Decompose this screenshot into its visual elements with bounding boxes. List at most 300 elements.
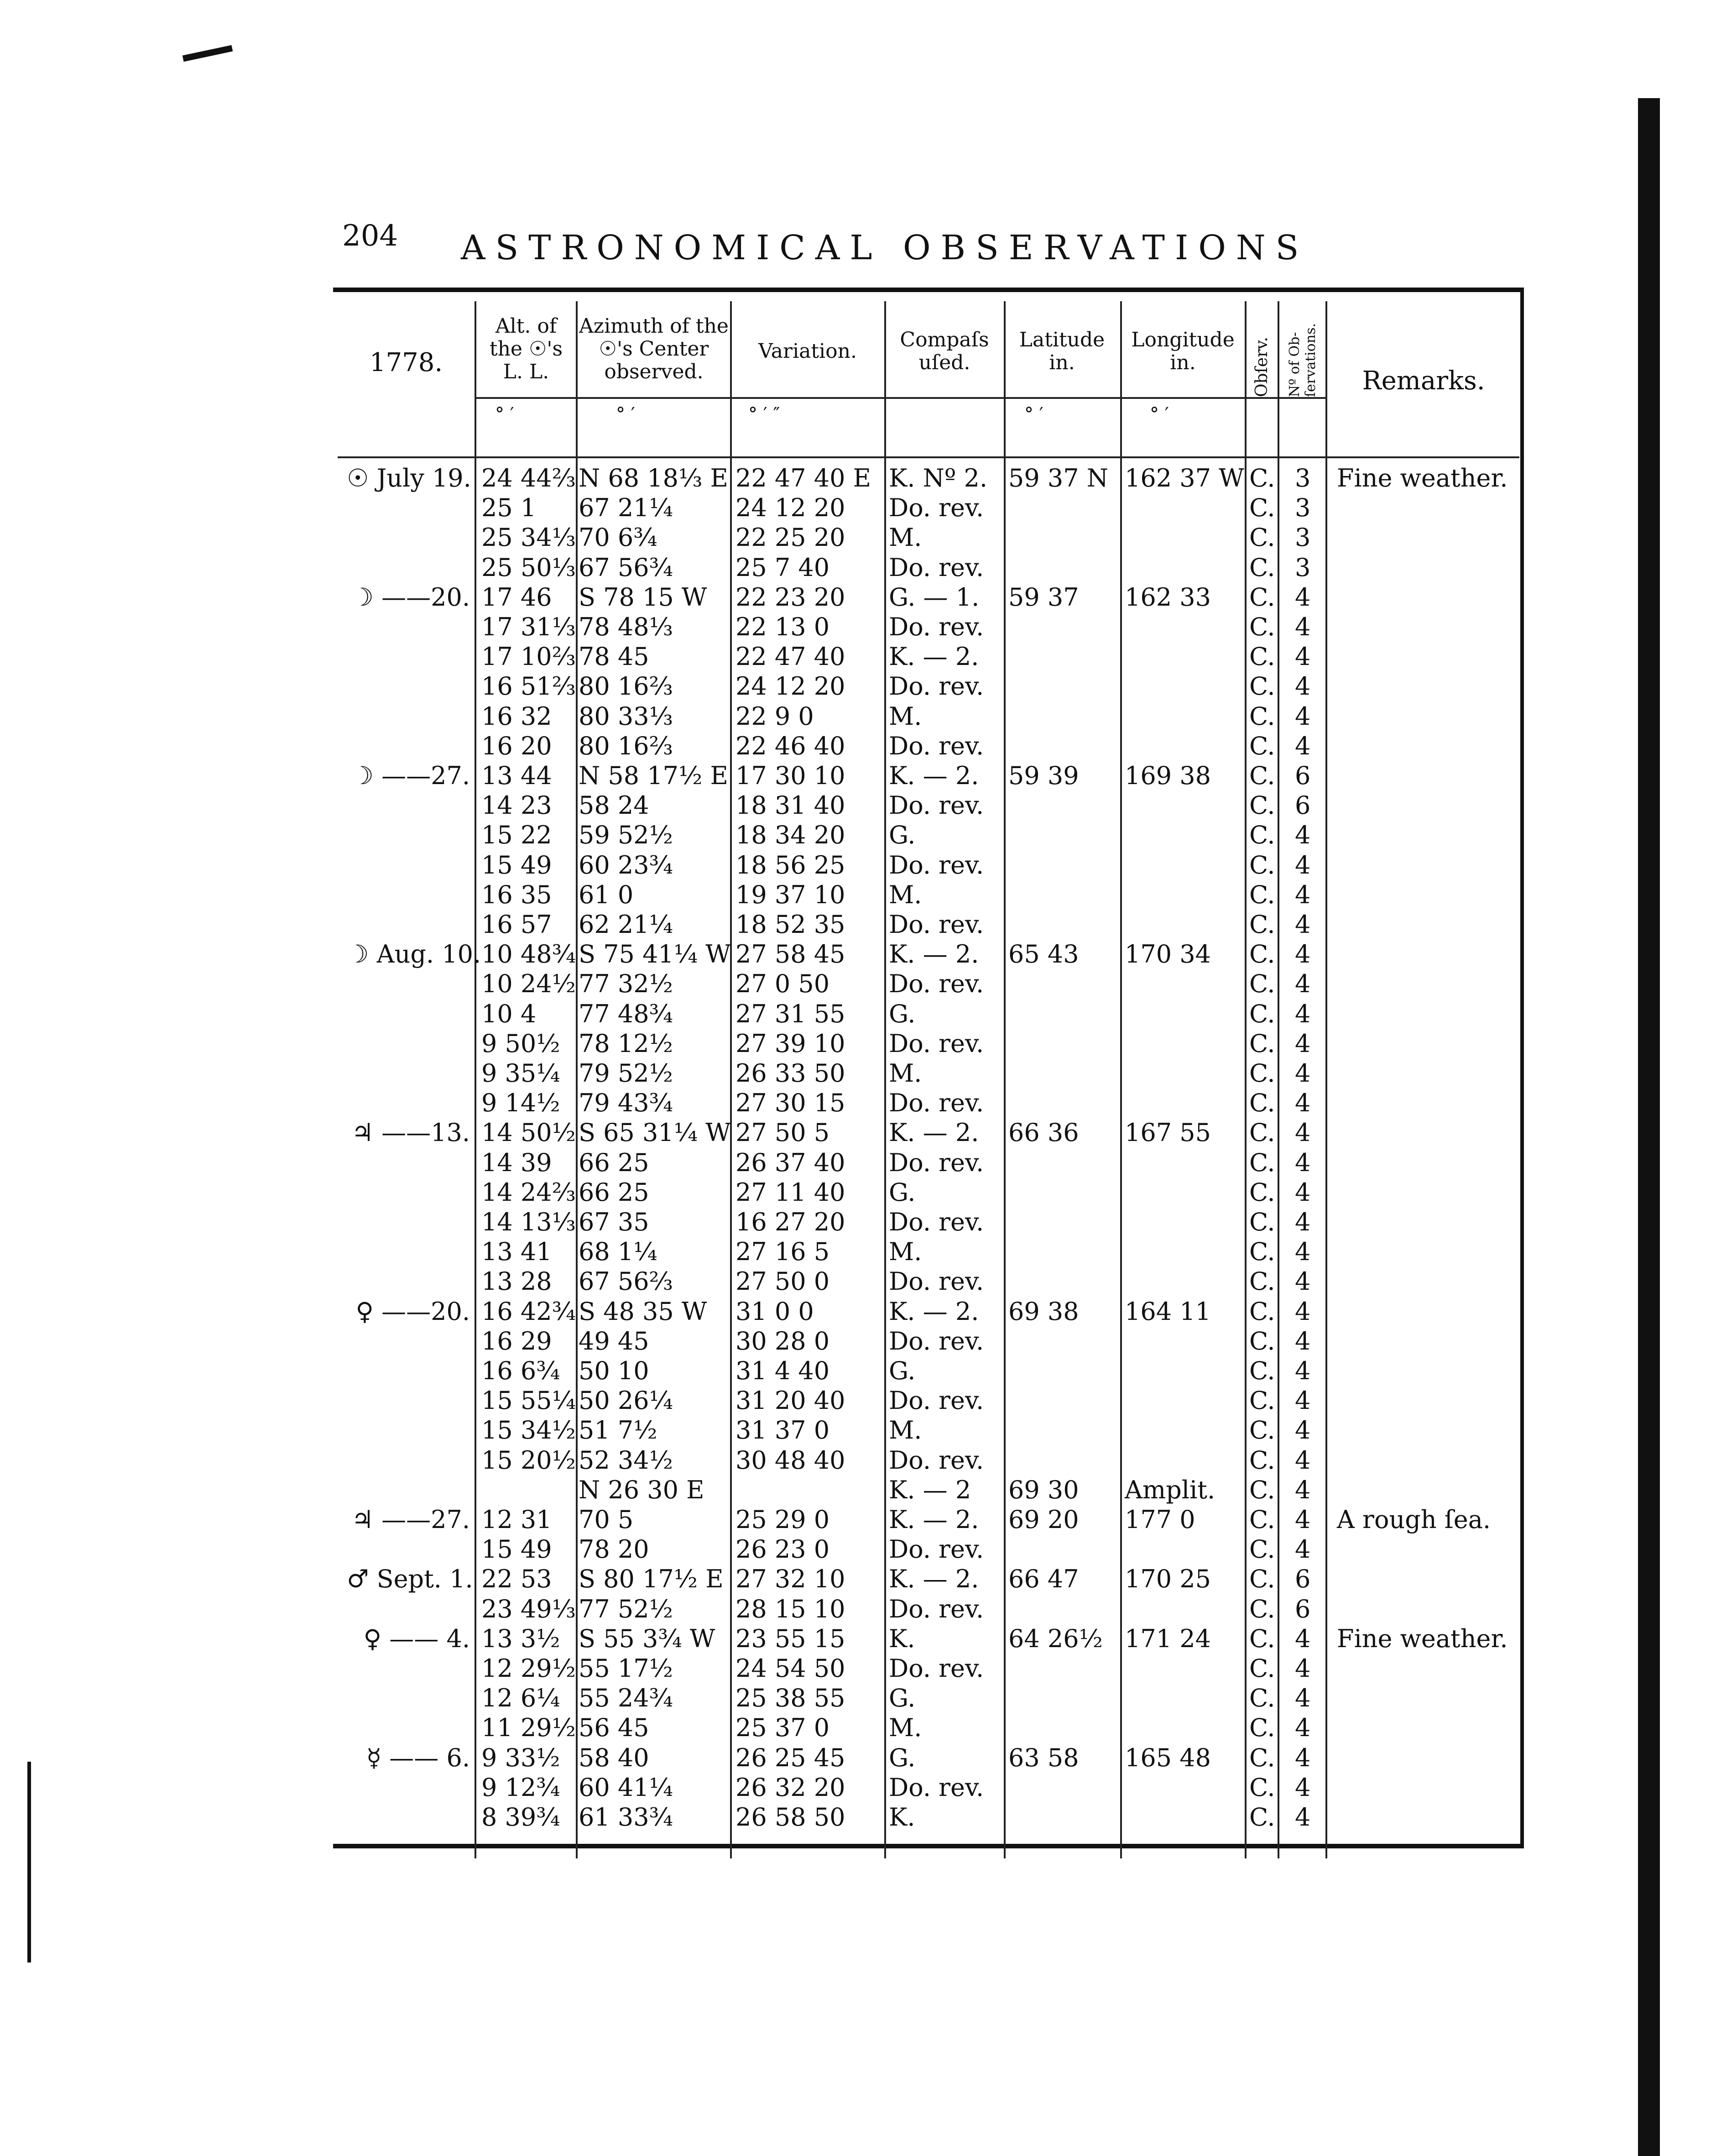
azimuth-cell: 78 45: [579, 642, 649, 671]
num-obs-cell: 4: [1295, 642, 1311, 671]
azimuth-cell: N 26 30 E: [579, 1475, 704, 1504]
longitude-cell: 169 38: [1125, 761, 1211, 790]
header-rule: [475, 397, 1325, 399]
observer-cell: C.: [1249, 910, 1275, 939]
variation-cell: 31 20 40: [736, 1386, 845, 1415]
observer-cell: C.: [1249, 1029, 1275, 1058]
variation-cell: 24 12 20: [736, 672, 845, 701]
table-row: [0, 582, 1711, 612]
azimuth-cell: 67 56⅔: [579, 1267, 673, 1296]
compass-cell: Do. rev.: [889, 493, 984, 523]
compass-cell: M.: [889, 1713, 922, 1743]
num-obs-cell: 3: [1295, 523, 1311, 552]
table-row: [0, 1683, 1711, 1713]
longitude-cell: 177 0: [1125, 1505, 1195, 1534]
observer-cell: C.: [1249, 1565, 1275, 1594]
table-row: [0, 1356, 1711, 1386]
table-row: [0, 1266, 1711, 1296]
compass-cell: K.: [889, 1803, 915, 1832]
variation-cell: 25 37 0: [736, 1713, 830, 1743]
header-latitude: Latitude in.: [1019, 328, 1105, 374]
observer-cell: C.: [1249, 999, 1275, 1028]
num-obs-cell: 4: [1295, 1445, 1311, 1475]
variation-cell: 17 30 10: [736, 761, 845, 790]
azimuth-cell: 67 35: [579, 1208, 649, 1236]
altitude-cell: 14 24⅔: [481, 1177, 576, 1207]
altitude-cell: 15 49: [481, 850, 552, 879]
altitude-cell: 12 31: [481, 1505, 552, 1534]
observer-cell: C.: [1249, 1177, 1275, 1207]
page-number: 204: [342, 219, 398, 253]
table-row: [0, 1326, 1711, 1356]
variation-cell: 24 12 20: [736, 493, 845, 523]
date-cell: ♃ ——13.: [351, 1118, 470, 1147]
azimuth-cell: N 58 17½ E: [579, 761, 728, 790]
azimuth-cell: S 80 17½ E: [579, 1565, 724, 1594]
num-obs-cell: 4: [1295, 1684, 1311, 1713]
num-obs-cell: 4: [1295, 850, 1311, 879]
compass-cell: K. — 2.: [889, 761, 979, 790]
variation-cell: 25 29 0: [736, 1505, 830, 1534]
num-obs-cell: 4: [1295, 821, 1311, 850]
variation-cell: 27 31 55: [736, 999, 845, 1028]
table-row: [0, 1773, 1711, 1802]
variation-cell: 22 9 0: [736, 701, 814, 731]
table-row: [0, 612, 1711, 642]
variation-cell: 19 37 10: [736, 880, 845, 909]
altitude-cell: 10 48¾: [481, 940, 576, 969]
azimuth-cell: 77 52½: [579, 1594, 673, 1623]
num-obs-cell: 4: [1295, 1326, 1311, 1355]
num-obs-cell: 3: [1295, 464, 1311, 492]
header-observer: Obſerv.: [1252, 337, 1271, 397]
longitude-cell: 162 33: [1125, 582, 1211, 612]
remarks-cell: Fine weather.: [1337, 1624, 1508, 1653]
azimuth-cell: 58 24: [579, 791, 649, 820]
longitude-cell: 165 48: [1125, 1743, 1211, 1772]
table-row: [0, 1505, 1711, 1534]
table-row: [0, 731, 1711, 761]
table-row: [0, 1564, 1711, 1594]
variation-cell: 26 33 50: [736, 1059, 845, 1088]
altitude-cell: 14 50½: [481, 1118, 576, 1147]
header-rule: [338, 456, 1519, 458]
compass-cell: Do. rev.: [889, 910, 984, 939]
azimuth-cell: 60 41¼: [579, 1773, 673, 1802]
longitude-cell: 162 37 W: [1125, 464, 1244, 492]
num-obs-cell: 4: [1295, 1297, 1311, 1326]
compass-cell: K. — 2.: [889, 1505, 979, 1534]
compass-cell: M.: [889, 701, 922, 731]
table-row: [0, 1624, 1711, 1654]
observer-cell: C.: [1249, 821, 1275, 850]
table-row: [0, 1802, 1711, 1832]
num-obs-cell: 4: [1295, 1208, 1311, 1236]
variation-cell: 27 50 0: [736, 1267, 830, 1296]
altitude-cell: 9 33½: [481, 1743, 560, 1772]
altitude-cell: 15 49: [481, 1535, 552, 1564]
header-alt: Alt. of the ☉'s L. L.: [489, 314, 563, 383]
altitude-cell: 13 3½: [481, 1624, 560, 1653]
variation-cell: 31 0 0: [736, 1297, 814, 1326]
azimuth-cell: 80 33⅓: [579, 701, 673, 731]
compass-cell: Do. rev.: [889, 1088, 984, 1118]
table-row: [0, 463, 1711, 493]
table-row: [0, 1207, 1711, 1237]
num-obs-cell: 4: [1295, 1803, 1311, 1832]
date-cell: ☉ July 19.: [347, 464, 471, 492]
observer-cell: C.: [1249, 1148, 1275, 1177]
compass-cell: G.: [889, 1684, 916, 1713]
longitude-cell: 171 24: [1125, 1624, 1211, 1653]
num-obs-cell: 4: [1295, 1654, 1311, 1683]
azimuth-cell: 79 52½: [579, 1059, 673, 1088]
compass-cell: G.: [889, 999, 916, 1028]
azimuth-cell: 78 48⅓: [579, 612, 673, 641]
num-obs-cell: 4: [1295, 1416, 1311, 1445]
num-obs-cell: 4: [1295, 731, 1311, 760]
variation-cell: 30 48 40: [736, 1445, 845, 1475]
num-obs-cell: 4: [1295, 1773, 1311, 1802]
observer-cell: C.: [1249, 880, 1275, 909]
variation-cell: 25 38 55: [736, 1684, 845, 1713]
variation-cell: 27 30 15: [736, 1088, 845, 1118]
date-cell: ☿ —— 6.: [366, 1743, 470, 1772]
compass-cell: Do. rev.: [889, 1445, 984, 1475]
compass-cell: K. — 2.: [889, 1297, 979, 1326]
altitude-cell: 17 10⅔: [481, 642, 576, 671]
variation-cell: 18 34 20: [736, 821, 845, 850]
longitude-cell: 170 25: [1125, 1565, 1211, 1594]
variation-cell: 22 23 20: [736, 582, 845, 612]
observer-cell: C.: [1249, 1475, 1275, 1504]
unit-variation: ° ′ ″: [748, 404, 780, 425]
altitude-cell: 8 39¾: [481, 1803, 560, 1832]
latitude-cell: 59 39: [1008, 761, 1079, 790]
altitude-cell: 16 51⅔: [481, 672, 576, 701]
observer-cell: C.: [1249, 1088, 1275, 1118]
compass-cell: Do. rev.: [889, 731, 984, 760]
compass-cell: Do. rev.: [889, 1267, 984, 1296]
table-row: [0, 939, 1711, 969]
observer-cell: C.: [1249, 761, 1275, 790]
date-cell: ☽ Aug. 10.: [347, 940, 481, 969]
observer-cell: C.: [1249, 969, 1275, 999]
table-row: [0, 761, 1711, 790]
compass-cell: Do. rev.: [889, 969, 984, 999]
num-obs-cell: 4: [1295, 701, 1311, 731]
variation-cell: 27 11 40: [736, 1177, 845, 1207]
observer-cell: C.: [1249, 850, 1275, 879]
table-row: [0, 790, 1711, 820]
altitude-cell: 10 24½: [481, 969, 576, 999]
compass-cell: Do. rev.: [889, 612, 984, 641]
observer-cell: C.: [1249, 582, 1275, 612]
azimuth-cell: 50 26¼: [579, 1386, 673, 1415]
azimuth-cell: S 78 15 W: [579, 582, 707, 612]
date-cell: ☽ ——27.: [351, 761, 470, 790]
date-cell: ♂ Sept. 1.: [347, 1565, 473, 1594]
compass-cell: Do. rev.: [889, 1654, 984, 1683]
compass-cell: M.: [889, 1059, 922, 1088]
observer-cell: C.: [1249, 1297, 1275, 1326]
observer-cell: C.: [1249, 731, 1275, 760]
azimuth-cell: 66 25: [579, 1177, 649, 1207]
table-row: [0, 523, 1711, 552]
observer-cell: C.: [1249, 612, 1275, 641]
num-obs-cell: 4: [1295, 1505, 1311, 1534]
observer-cell: C.: [1249, 1624, 1275, 1653]
observer-cell: C.: [1249, 1059, 1275, 1088]
compass-cell: Do. rev.: [889, 1535, 984, 1564]
header-remarks: Remarks.: [1362, 366, 1485, 396]
num-obs-cell: 4: [1295, 1029, 1311, 1058]
table-row: [0, 1534, 1711, 1564]
observer-cell: C.: [1249, 1803, 1275, 1832]
table-row: [0, 1713, 1711, 1743]
table-row: [0, 671, 1711, 701]
observer-cell: C.: [1249, 1267, 1275, 1296]
table-row: [0, 493, 1711, 523]
remarks-cell: A rough ſea.: [1337, 1505, 1491, 1534]
num-obs-cell: 4: [1295, 1118, 1311, 1147]
altitude-cell: 12 29½: [481, 1654, 576, 1683]
unit-longitude: ° ′: [1150, 404, 1169, 425]
altitude-cell: 9 12¾: [481, 1773, 560, 1802]
observer-cell: C.: [1249, 1773, 1275, 1802]
azimuth-cell: 80 16⅔: [579, 672, 673, 701]
compass-cell: Do. rev.: [889, 1594, 984, 1623]
variation-cell: 27 32 10: [736, 1565, 845, 1594]
azimuth-cell: N 68 18⅓ E: [579, 464, 728, 492]
table-row: [0, 1743, 1711, 1773]
compass-cell: G.: [889, 1743, 916, 1772]
num-obs-cell: 6: [1295, 1565, 1311, 1594]
variation-cell: 24 54 50: [736, 1654, 845, 1683]
variation-cell: 26 37 40: [736, 1148, 845, 1177]
altitude-cell: 17 31⅓: [481, 612, 576, 641]
observer-cell: C.: [1249, 493, 1275, 523]
azimuth-cell: 60 23¾: [579, 850, 673, 879]
compass-cell: Do. rev.: [889, 1773, 984, 1802]
num-obs-cell: 4: [1295, 1475, 1311, 1504]
compass-cell: M.: [889, 1237, 922, 1266]
variation-cell: 26 23 0: [736, 1535, 830, 1564]
observer-cell: C.: [1249, 1208, 1275, 1236]
compass-cell: M.: [889, 1416, 922, 1445]
altitude-cell: 24 44⅔: [481, 464, 576, 492]
altitude-cell: 22 53: [481, 1565, 552, 1594]
altitude-cell: 25 1: [481, 493, 537, 523]
num-obs-cell: 4: [1295, 1059, 1311, 1088]
num-obs-cell: 4: [1295, 1237, 1311, 1266]
variation-cell: 26 32 20: [736, 1773, 845, 1802]
compass-cell: K. — 2.: [889, 1118, 979, 1147]
observer-cell: C.: [1249, 672, 1275, 701]
azimuth-cell: 77 48¾: [579, 999, 673, 1028]
altitude-cell: 13 41: [481, 1237, 552, 1266]
header-variation: Variation.: [758, 340, 857, 363]
azimuth-cell: 62 21¼: [579, 910, 673, 939]
compass-cell: K. — 2.: [889, 940, 979, 969]
num-obs-cell: 4: [1295, 940, 1311, 969]
altitude-cell: 16 20: [481, 731, 552, 760]
latitude-cell: 66 36: [1008, 1118, 1079, 1147]
observer-cell: C.: [1249, 791, 1275, 820]
compass-cell: Do. rev.: [889, 672, 984, 701]
altitude-cell: 15 34½: [481, 1416, 576, 1445]
table-row: [0, 1475, 1711, 1505]
num-obs-cell: 4: [1295, 910, 1311, 939]
azimuth-cell: 67 21¼: [579, 493, 673, 523]
compass-cell: Do. rev.: [889, 1148, 984, 1177]
table-row: [0, 1594, 1711, 1624]
observer-cell: C.: [1249, 1356, 1275, 1385]
variation-cell: 27 0 50: [736, 969, 830, 999]
variation-cell: 26 58 50: [736, 1803, 845, 1832]
variation-cell: 18 52 35: [736, 910, 845, 939]
altitude-cell: 15 20½: [481, 1445, 576, 1475]
num-obs-cell: 4: [1295, 1088, 1311, 1118]
altitude-cell: 9 14½: [481, 1088, 560, 1118]
num-obs-cell: 4: [1295, 612, 1311, 641]
variation-cell: 27 58 45: [736, 940, 845, 969]
longitude-cell: 170 34: [1125, 940, 1211, 969]
variation-cell: 22 25 20: [736, 523, 845, 552]
table-row: [0, 642, 1711, 671]
azimuth-cell: 59 52½: [579, 821, 673, 850]
longitude-cell: 164 11: [1125, 1297, 1211, 1326]
altitude-cell: 13 28: [481, 1267, 552, 1296]
latitude-cell: 63 58: [1008, 1743, 1079, 1772]
unit-latitude: ° ′: [1024, 404, 1043, 425]
observer-cell: C.: [1249, 553, 1275, 582]
compass-cell: K. — 2.: [889, 642, 979, 671]
compass-cell: Do. rev.: [889, 1208, 984, 1236]
azimuth-cell: 78 12½: [579, 1029, 673, 1058]
longitude-cell: 167 55: [1125, 1118, 1211, 1147]
azimuth-cell: 51 7½: [579, 1416, 657, 1445]
compass-cell: Do. rev.: [889, 1386, 984, 1415]
num-obs-cell: 4: [1295, 582, 1311, 612]
observer-cell: C.: [1249, 1118, 1275, 1147]
num-obs-cell: 6: [1295, 1594, 1311, 1623]
variation-cell: 22 46 40: [736, 731, 845, 760]
azimuth-cell: 67 56¾: [579, 553, 673, 582]
table-row: [0, 1029, 1711, 1058]
observer-cell: C.: [1249, 1445, 1275, 1475]
num-obs-cell: 4: [1295, 1386, 1311, 1415]
num-obs-cell: 4: [1295, 672, 1311, 701]
latitude-cell: 69 38: [1008, 1297, 1079, 1326]
compass-cell: Do. rev.: [889, 1029, 984, 1058]
latitude-cell: 59 37 N: [1008, 464, 1109, 492]
observer-cell: C.: [1249, 1386, 1275, 1415]
variation-cell: 22 47 40: [736, 642, 845, 671]
azimuth-cell: 56 45: [579, 1713, 649, 1743]
num-obs-cell: 4: [1295, 1356, 1311, 1385]
altitude-cell: 16 57: [481, 910, 552, 939]
header-num-obs: Nº of Ob-ſervations.: [1287, 323, 1319, 397]
azimuth-cell: 61 0: [579, 880, 634, 909]
observer-cell: C.: [1249, 1654, 1275, 1683]
table-row: [0, 1058, 1711, 1088]
num-obs-cell: 4: [1295, 1713, 1311, 1743]
header-year: 1778.: [369, 348, 443, 377]
observer-cell: C.: [1249, 701, 1275, 731]
num-obs-cell: 4: [1295, 1177, 1311, 1207]
altitude-cell: 16 42¾: [481, 1297, 576, 1326]
altitude-cell: 17 46: [481, 582, 552, 612]
azimuth-cell: 78 20: [579, 1535, 649, 1564]
altitude-cell: 23 49⅓: [481, 1594, 576, 1623]
table-row: [0, 880, 1711, 910]
variation-cell: 23 55 15: [736, 1624, 845, 1653]
table-row: [0, 850, 1711, 880]
observer-cell: C.: [1249, 1594, 1275, 1623]
num-obs-cell: 3: [1295, 493, 1311, 523]
azimuth-cell: 77 32½: [579, 969, 673, 999]
altitude-cell: 15 22: [481, 821, 552, 850]
variation-cell: 25 7 40: [736, 553, 830, 582]
compass-cell: G.: [889, 1356, 916, 1385]
observer-cell: C.: [1249, 1326, 1275, 1355]
table-row: [0, 1654, 1711, 1683]
table-row: [0, 969, 1711, 999]
altitude-cell: 16 32: [481, 701, 552, 731]
variation-cell: 18 56 25: [736, 850, 845, 879]
num-obs-cell: 4: [1295, 1267, 1311, 1296]
running-head: ASTRONOMICAL OBSERVATIONS: [461, 228, 1309, 267]
table-row: [0, 910, 1711, 939]
latitude-cell: 65 43: [1008, 940, 1079, 969]
azimuth-cell: 55 24¾: [579, 1684, 673, 1713]
altitude-cell: 10 4: [481, 999, 537, 1028]
remarks-cell: Fine weather.: [1337, 464, 1508, 492]
compass-cell: K. — 2.: [889, 1565, 979, 1594]
num-obs-cell: 6: [1295, 791, 1311, 820]
compass-cell: G.: [889, 821, 916, 850]
compass-cell: K.: [889, 1624, 915, 1653]
altitude-cell: 11 29½: [481, 1713, 576, 1743]
table-row: [0, 1118, 1711, 1147]
variation-cell: 22 13 0: [736, 612, 830, 641]
latitude-cell: 64 26½: [1008, 1624, 1103, 1653]
variation-cell: 31 4 40: [736, 1356, 830, 1385]
azimuth-cell: S 55 3¾ W: [579, 1624, 715, 1653]
date-cell: ♀ —— 4.: [363, 1624, 470, 1653]
num-obs-cell: 4: [1295, 1535, 1311, 1564]
table-row: [0, 1415, 1711, 1445]
azimuth-cell: 79 43¾: [579, 1088, 673, 1118]
compass-cell: G.: [889, 1177, 916, 1207]
latitude-cell: 69 20: [1008, 1505, 1079, 1534]
table-row: [0, 1237, 1711, 1266]
unit-alt: ° ′: [495, 404, 514, 425]
table-row: [0, 1148, 1711, 1177]
altitude-cell: 9 35¼: [481, 1059, 560, 1088]
table-row: [0, 553, 1711, 582]
table-row: [0, 1386, 1711, 1415]
variation-cell: 22 47 40 E: [736, 464, 871, 492]
variation-cell: 28 15 10: [736, 1594, 845, 1623]
observer-cell: C.: [1249, 642, 1275, 671]
date-cell: ☽ ——20.: [351, 582, 470, 612]
altitude-cell: 16 35: [481, 880, 552, 909]
compass-cell: Do. rev.: [889, 553, 984, 582]
altitude-cell: 15 55¼: [481, 1386, 576, 1415]
altitude-cell: 16 6¾: [481, 1356, 560, 1385]
